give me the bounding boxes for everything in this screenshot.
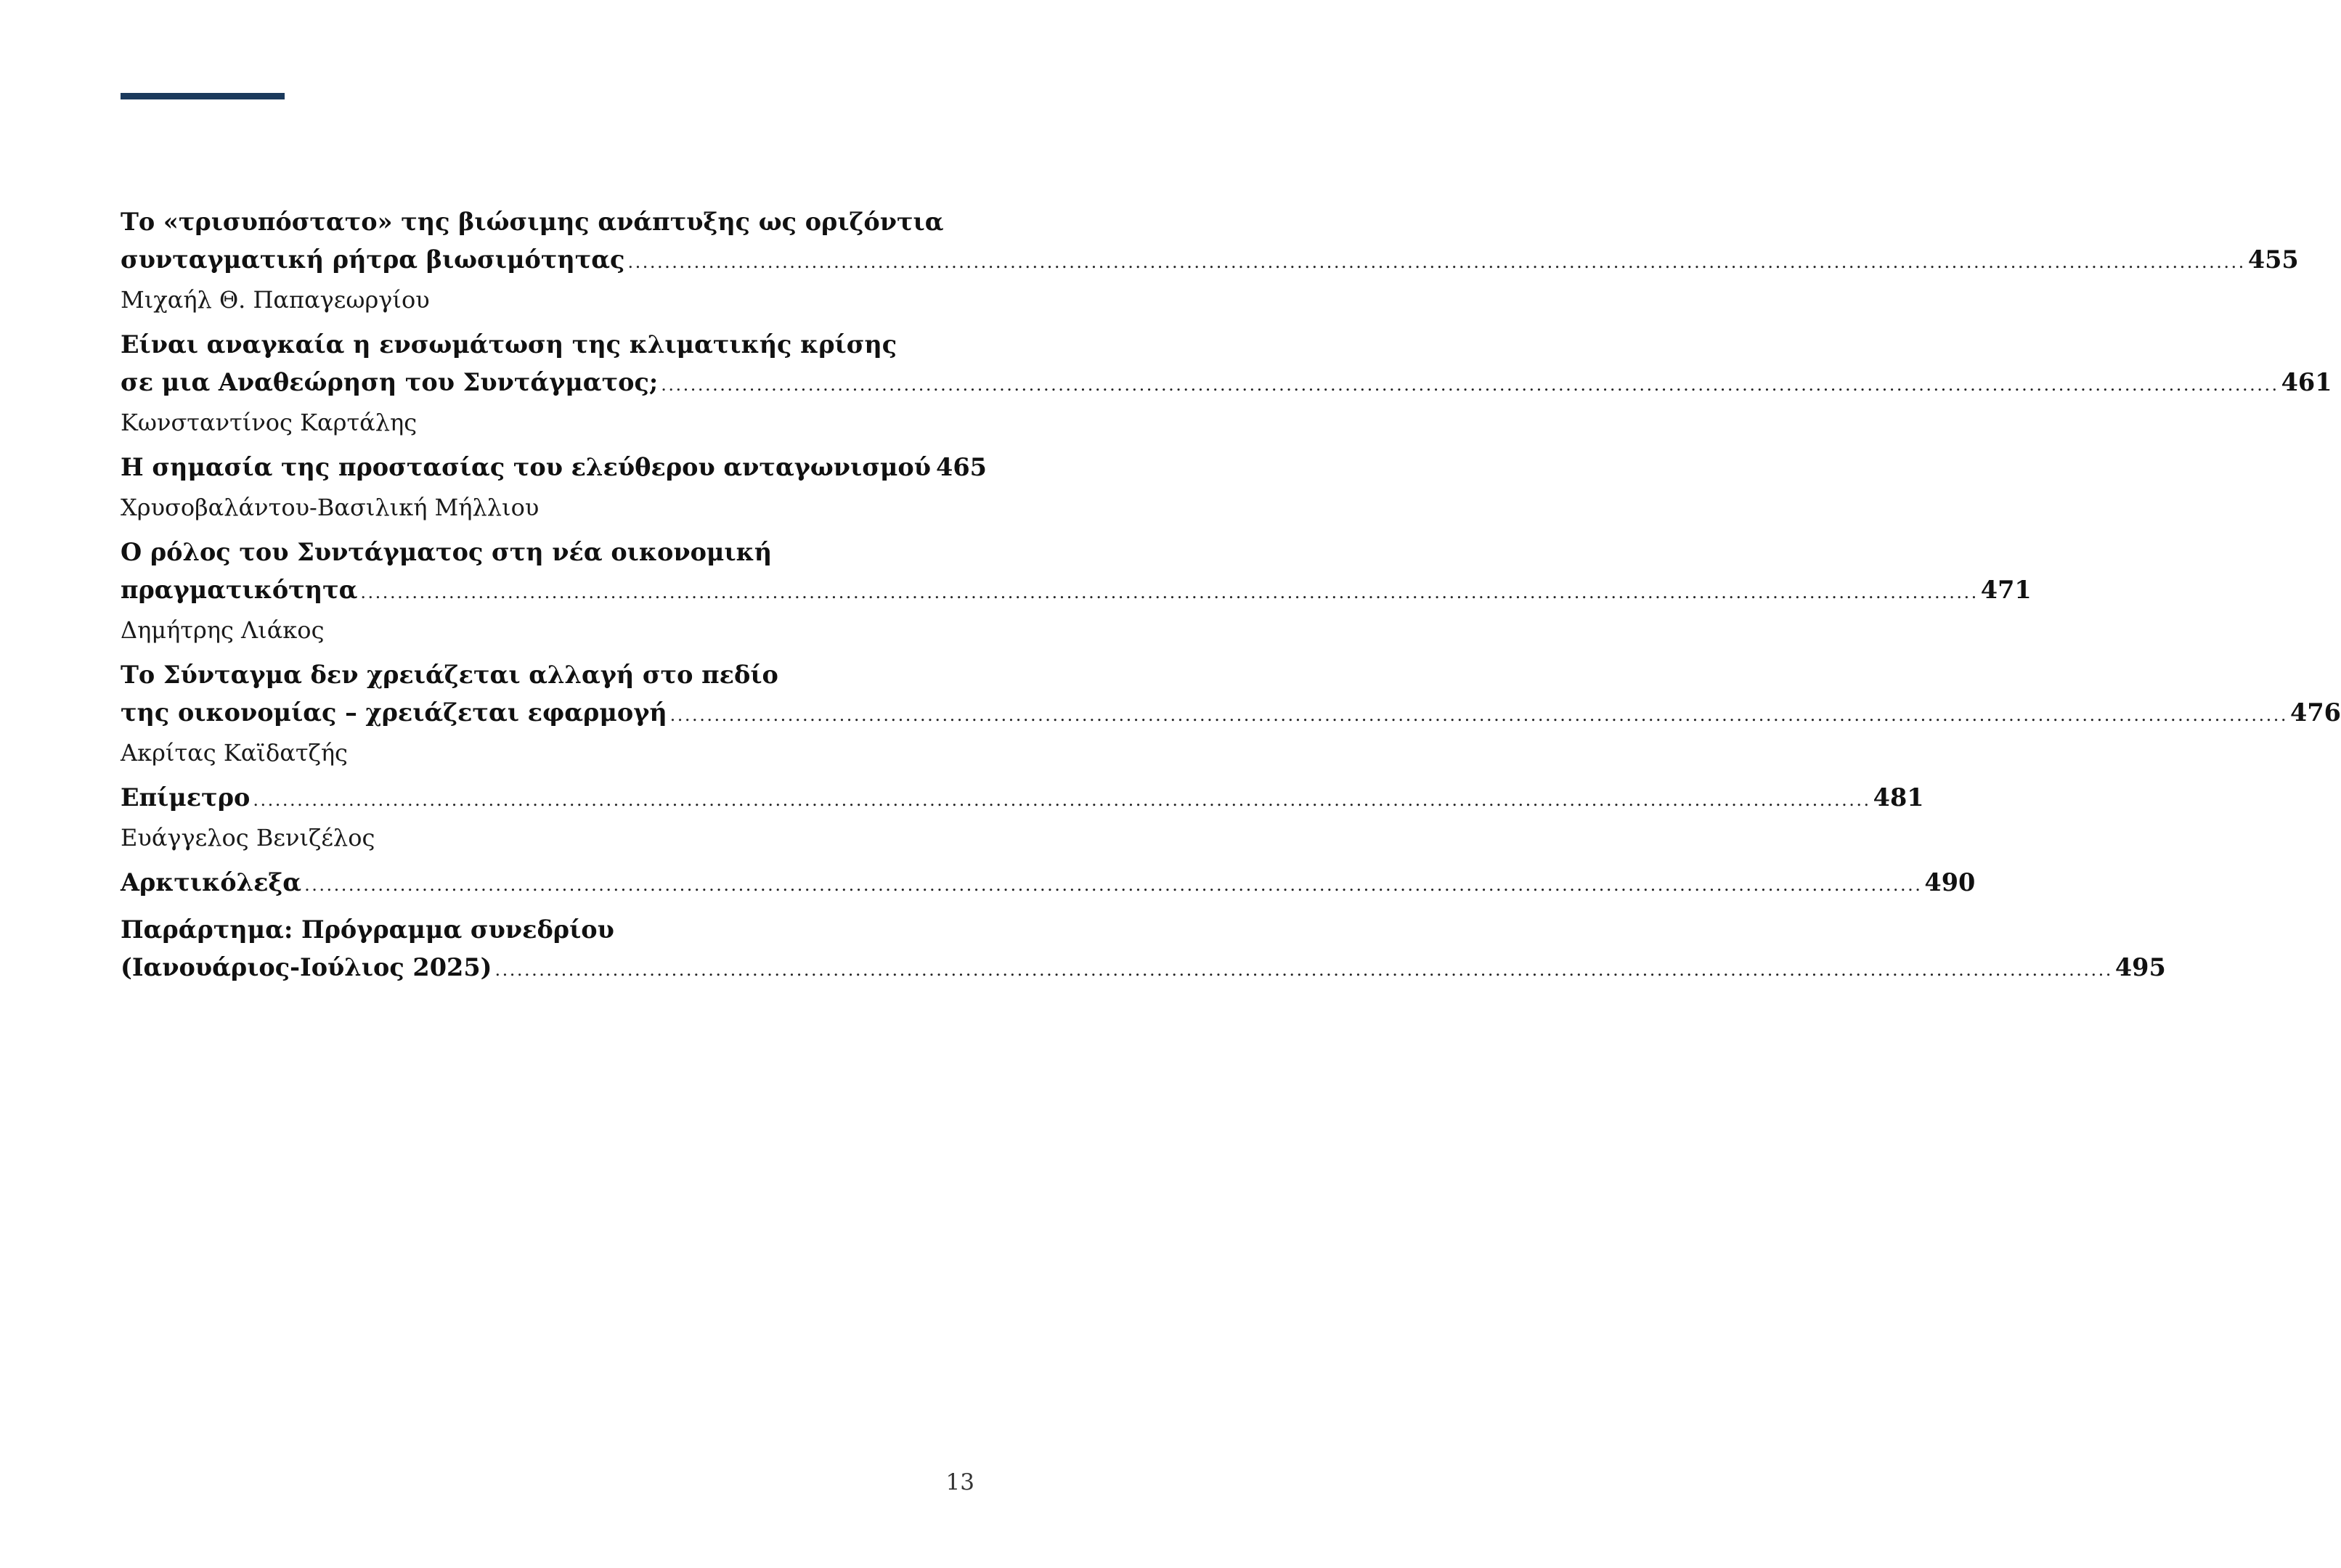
dot-leader: ............................................................................................................................................................................................................................ — [661, 375, 2279, 395]
toc-entry-title-line — [121, 364, 2332, 404]
toc-entry-section[interactable] — [121, 779, 1924, 857]
toc-entry-title-line — [121, 864, 1976, 904]
dot-leader: ............................................................................................................................................................................................................................ — [304, 875, 1923, 895]
toc-entry[interactable] — [121, 326, 2332, 441]
toc-entry-title-text: της οικονομίας – χρειάζεται εφαρμογή — [121, 698, 667, 727]
toc-entry-page-number: 465 — [936, 453, 987, 481]
toc-entry-page-number: 481 — [1873, 783, 1924, 812]
toc-entry-title-line — [121, 571, 2032, 611]
toc-entry-title-text: πραγματικότητα — [121, 576, 358, 604]
toc-entry-title-line: Είναι αναγκαία η ενσωμάτωση της κλιματικής κρίσης — [121, 330, 897, 359]
toc-entry-author: Ακρίτας Καϊδατζής — [121, 739, 348, 767]
toc-entry-title-line: Παράρτημα: Πρόγραμμα συνεδρίου — [121, 915, 614, 944]
toc-entry-title-text: συνταγματική ρήτρα βιωσιμότητας — [121, 245, 625, 274]
toc-entry-author: Κωνσταντίνος Καρτάλης — [121, 409, 418, 436]
toc-entry-title-text: Η σημασία της προστασίας του ελεύθερου ανταγωνισμού — [121, 453, 932, 481]
toc-entry-author: Μιχαήλ Θ. Παπαγεωργίου — [121, 286, 430, 314]
toc-entry-page-number: 476 — [2290, 698, 2341, 727]
toc-entry-title-text: (Ιανουάριος-Ιούλιος 2025) — [121, 953, 492, 981]
table-of-contents — [121, 203, 2341, 996]
toc-entry-page-number: 461 — [2281, 368, 2332, 396]
toc-entry-title-text: Επίμετρο — [121, 783, 251, 812]
toc-entry-title-line — [121, 449, 987, 489]
page-number: 13 — [945, 1469, 974, 1495]
toc-entry-page-number: 455 — [2247, 245, 2299, 274]
toc-entry-author: Δημήτρης Λιάκος — [121, 616, 325, 644]
toc-entry[interactable] — [121, 449, 987, 526]
toc-entry-title-line — [121, 779, 1924, 819]
dot-leader: ............................................................................................................................................................................................................................ — [360, 582, 1979, 603]
toc-entry-title-line — [121, 949, 2166, 989]
toc-entry-title-line: Το Σύνταγμα δεν χρειάζεται αλλαγή στο πεδίο — [121, 661, 778, 689]
dot-leader: ............................................................................................................................................................................................................................ — [253, 790, 1871, 810]
toc-entry-section[interactable] — [121, 864, 1976, 904]
dot-leader: ............................................................................................................................................................................................................................ — [627, 252, 2246, 272]
toc-entry-page-number: 495 — [2114, 953, 2166, 981]
toc-entry-section[interactable] — [121, 911, 2166, 989]
toc-entry-title-line: Ο ρόλος του Συντάγματος στη νέα οικονομική — [121, 538, 773, 566]
toc-entry-page-number: 490 — [1924, 868, 1976, 897]
toc-entry-page-number: 471 — [1980, 576, 2032, 604]
toc-entry-author: Χρυσοβαλάντου-Βασιλική Μήλλιου — [121, 494, 540, 521]
toc-entry-title-line — [121, 241, 2299, 281]
toc-entry-title-line — [121, 694, 2341, 734]
toc-entry-title-text: Αρκτικόλεξα — [121, 868, 302, 897]
toc-entry[interactable] — [121, 203, 2299, 319]
toc-entry[interactable] — [121, 656, 2341, 772]
toc-entry[interactable] — [121, 534, 2032, 649]
toc-entry-title-line: Το «τρισυπόστατο» της βιώσιμης ανάπτυξης ως οριζόντια — [121, 208, 944, 236]
dot-leader: ............................................................................................................................................................................................................................ — [494, 960, 2113, 980]
toc-entry-author: Ευάγγελος Βενιζέλος — [121, 824, 375, 852]
accent-rule — [121, 93, 285, 99]
toc-entry-title-text: σε μια Αναθεώρηση του Συντάγματος; — [121, 368, 659, 396]
dot-leader: ............................................................................................................................................................................................................................ — [669, 705, 2289, 725]
